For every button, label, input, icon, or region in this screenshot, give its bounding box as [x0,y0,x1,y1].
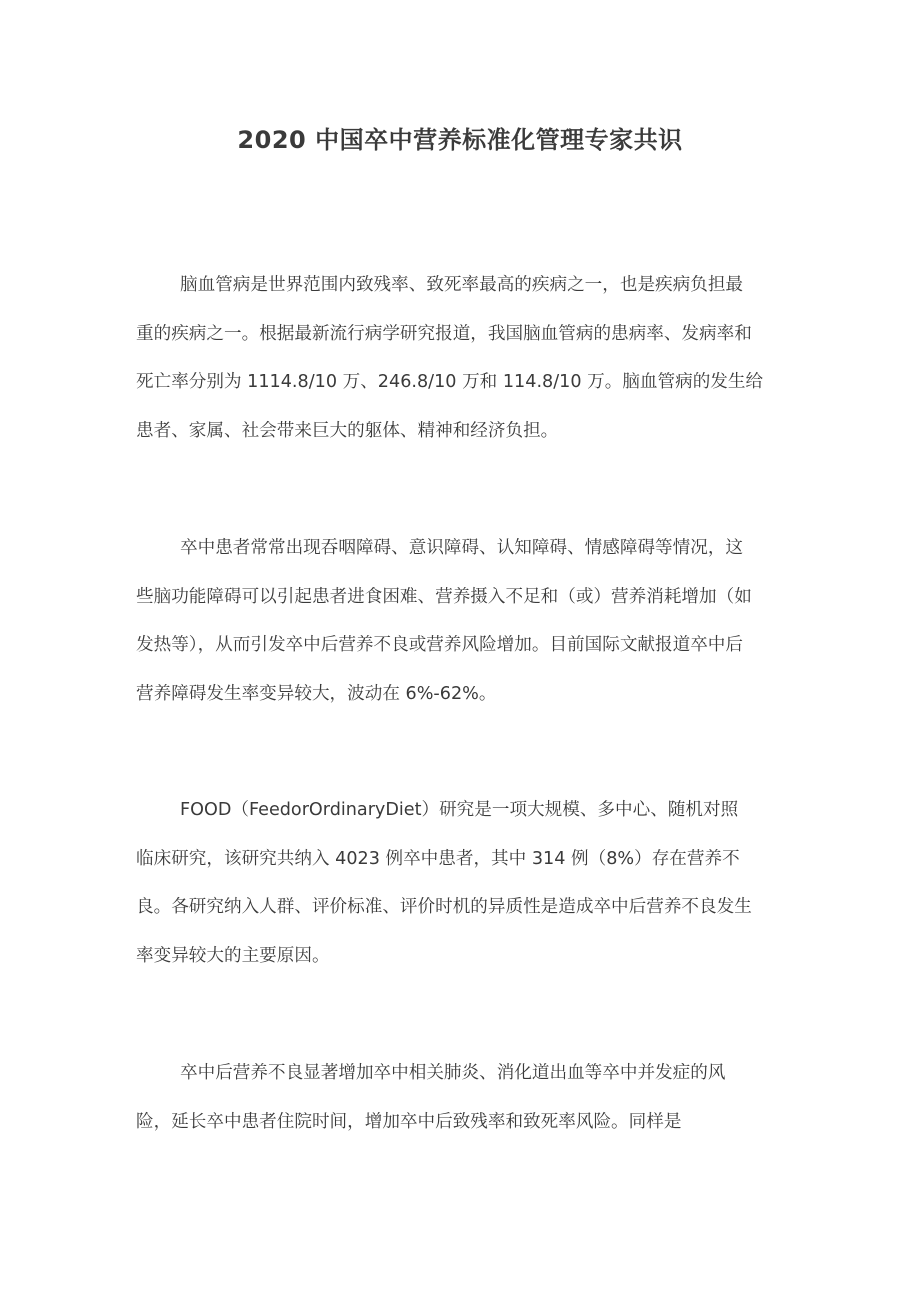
document-title: 2020 中国卒中营养标准化管理专家共识 [237,126,683,154]
paragraph-1 [136,261,786,455]
paragraph-line: 险，延长卒中患者住院时间，增加卒中后致残率和致死率风险。同样是 [136,1111,682,1132]
paragraph-line: 发热等），从而引发卒中后营养不良或营养风险增加。目前国际文献报道卒中后 [136,635,743,655]
paragraph-line: 临床研究，该研究共纳入 4023 例卒中患者，其中 314 例（8%）存在营养不 [136,848,740,869]
paragraph-line: 营养障碍发生率变异较大，波动在 6%-62%。 [136,683,497,704]
paragraph-line: 率变异较大的主要原因。 [136,945,330,966]
paragraph-line: 死亡率分别为 1114.8/10 万、246.8/10 万和 114.8/10 万。脑血管病的发生给 [136,372,764,392]
paragraph-line: FOOD（FeedorOrdinaryDiet）研究是一项大规模、多中心、随机对照 [180,800,739,820]
paragraph-line: 重的疾病之一。根据最新流行病学研究报道，我国脑血管病的患病率、发病率和 [136,323,752,344]
paragraph-line: 卒中患者常常出现吞咽障碍、意识障碍、认知障碍、情感障碍等情况，这 [180,538,744,558]
paragraph-line: 些脑功能障碍可以引起患者进食困难、营养摄入不足和（或）营养消耗增加（如 [136,586,752,607]
paragraph-3 [136,786,786,980]
paragraph-line: 患者、家属、社会带来巨大的躯体、精神和经济负担。 [136,420,559,441]
paragraph-line: 脑血管病是世界范围内致残率、致死率最高的疾病之一，也是疾病负担最 [180,275,744,295]
paragraph-2 [136,524,786,718]
paragraph-4 [136,1049,786,1146]
paragraph-line: 卒中后营养不良显著增加卒中相关肺炎、消化道出血等卒中并发症的风 [180,1063,726,1083]
paragraph-line: 良。各研究纳入人群、评价标准、评价时机的异质性是造成卒中后营养不良发生 [136,897,752,917]
